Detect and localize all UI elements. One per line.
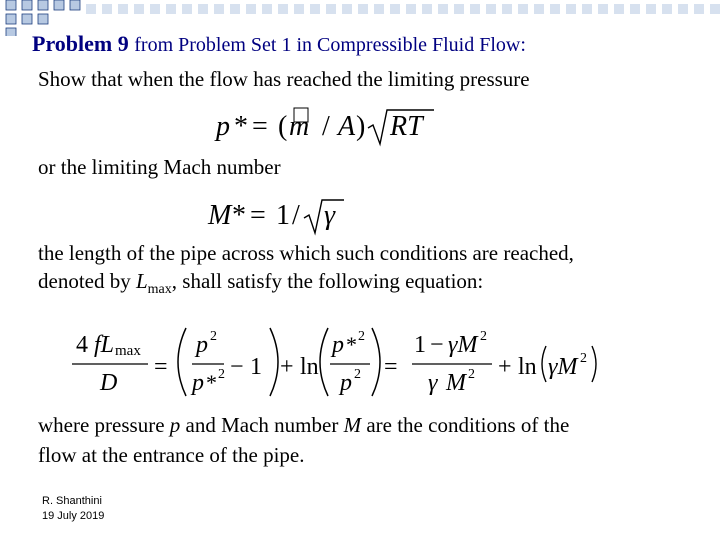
decorative-square: [38, 0, 48, 10]
var-L-subscript: max: [147, 282, 172, 298]
svg-text:p: p: [332, 332, 344, 358]
decorative-square: [550, 4, 560, 14]
footer: [42, 494, 104, 524]
decorative-square: [374, 4, 384, 14]
var-p: p: [169, 413, 181, 437]
svg-text:*: *: [206, 370, 217, 395]
decorative-square: [422, 4, 432, 14]
decorative-square: [406, 4, 416, 14]
decorative-square: [662, 4, 672, 14]
decorative-square: [710, 4, 720, 14]
svg-text:=: =: [384, 354, 398, 380]
svg-text:p: p: [216, 111, 230, 142]
decorative-square: [342, 4, 352, 14]
decorative-square: [438, 4, 448, 14]
footer-date: 19 July 2019: [42, 510, 105, 522]
svg-text:2: 2: [210, 329, 217, 344]
svg-text:p: p: [192, 370, 204, 396]
svg-text:=: =: [250, 200, 266, 231]
decorative-square: [86, 4, 96, 14]
decorative-square: [694, 4, 704, 14]
decorative-square: [326, 4, 336, 14]
text-denoted-by: denoted by: [38, 269, 136, 293]
decorative-square: [22, 0, 32, 10]
svg-text:2: 2: [358, 329, 365, 344]
decorative-square: [38, 14, 48, 24]
text-where-pressure: where pressure: [38, 413, 170, 437]
decorative-square: [310, 4, 320, 14]
decorative-square: [294, 4, 304, 14]
decorative-square: [534, 4, 544, 14]
svg-text:=: =: [252, 111, 268, 142]
svg-text:=: =: [154, 354, 168, 380]
svg-text:p: p: [340, 370, 352, 396]
slide-title: [32, 31, 526, 57]
decorative-square: [214, 4, 224, 14]
svg-text:γ: γ: [324, 200, 336, 231]
svg-text:M: M: [208, 200, 232, 231]
paragraph-limiting-pressure: Show that when the flow has reached the limiting pressure: [38, 67, 530, 91]
svg-text:(: (: [278, 111, 288, 142]
decorative-square: [54, 0, 64, 10]
svg-text:2: 2: [580, 351, 587, 366]
svg-text:2: 2: [218, 367, 225, 382]
svg-text:RT: RT: [390, 111, 423, 142]
decorative-square: [470, 4, 480, 14]
svg-text:γM: γM: [548, 354, 578, 380]
decorative-square: [166, 4, 176, 14]
text-are-conditions: are the conditions of the: [361, 413, 570, 437]
decorative-square: [566, 4, 576, 14]
svg-text:4: 4: [76, 332, 88, 358]
decorative-square: [582, 4, 592, 14]
decorative-square: [358, 4, 368, 14]
decorative-square: [70, 0, 80, 10]
svg-text:−: −: [430, 332, 444, 358]
decorative-square: [150, 4, 160, 14]
svg-text:): ): [356, 111, 366, 142]
svg-text:1: 1: [276, 200, 290, 231]
svg-text:−: −: [230, 354, 244, 380]
svg-text:m: m: [289, 111, 310, 142]
svg-text:/: /: [292, 200, 300, 231]
equation-limiting-mach: [204, 192, 354, 238]
svg-text:M: M: [446, 370, 466, 396]
decorative-square: [22, 14, 32, 24]
decorative-square: [518, 4, 528, 14]
paragraph-entrance-line1: [38, 410, 569, 440]
text-shall-satisfy: , shall satisfy the following equation:: [171, 269, 484, 293]
decorative-square: [6, 28, 16, 36]
paragraph-pipe-length-line2: [38, 266, 483, 305]
text-and-mach-number: and Mach number: [180, 413, 344, 437]
svg-text:*: *: [234, 111, 248, 142]
svg-text:γM: γM: [448, 332, 478, 358]
svg-text:D: D: [100, 370, 118, 396]
decorative-square: [486, 4, 496, 14]
decorative-square: [646, 4, 656, 14]
decorative-square: [262, 4, 272, 14]
svg-text:ln: ln: [518, 354, 537, 380]
decorative-square: [182, 4, 192, 14]
title-problem-number: Problem 9: [32, 31, 129, 56]
decorative-square: [598, 4, 608, 14]
paragraph-entrance-line2: flow at the entrance of the pipe.: [38, 443, 305, 467]
svg-text:2: 2: [468, 367, 475, 382]
svg-text:γ: γ: [428, 370, 438, 396]
decorative-square: [198, 4, 208, 14]
decorative-square: [678, 4, 688, 14]
svg-text:+: +: [280, 354, 294, 380]
decorative-square: [6, 14, 16, 24]
decorative-square: [630, 4, 640, 14]
var-L: L: [135, 269, 148, 293]
title-subtitle: from Problem Set 1 in Compressible Fluid Flow:: [134, 34, 526, 56]
paragraph-limiting-mach: or the limiting Mach number: [38, 155, 281, 179]
svg-text:fL: fL: [94, 332, 115, 358]
svg-text:+: +: [498, 354, 512, 380]
svg-text:*: *: [346, 332, 357, 357]
svg-text:1: 1: [414, 332, 426, 358]
decorative-square: [118, 4, 128, 14]
decorative-square: [454, 4, 464, 14]
paragraph-pipe-length-line1: the length of the pipe across which such conditions are reached,: [38, 241, 574, 265]
svg-text:2: 2: [480, 329, 487, 344]
decorative-square: [134, 4, 144, 14]
svg-text:A: A: [338, 111, 356, 142]
decorative-square: [230, 4, 240, 14]
decorative-square: [278, 4, 288, 14]
var-M: M: [343, 413, 362, 437]
svg-text:/: /: [322, 111, 330, 142]
svg-text:p: p: [196, 332, 208, 358]
svg-text:max: max: [115, 343, 141, 359]
decorative-square: [6, 0, 16, 10]
equation-limiting-pressure: [212, 104, 442, 150]
decorative-square: [614, 4, 624, 14]
equation-pipe-length: [64, 320, 614, 400]
decorative-square: [102, 4, 112, 14]
decorative-square: [390, 4, 400, 14]
svg-text:ln: ln: [300, 354, 319, 380]
svg-text:1: 1: [250, 354, 262, 380]
decorative-square: [246, 4, 256, 14]
footer-author: R. Shanthini: [42, 495, 102, 507]
decorative-square: [502, 4, 512, 14]
svg-text:*: *: [232, 200, 246, 231]
svg-text:2: 2: [354, 367, 361, 382]
